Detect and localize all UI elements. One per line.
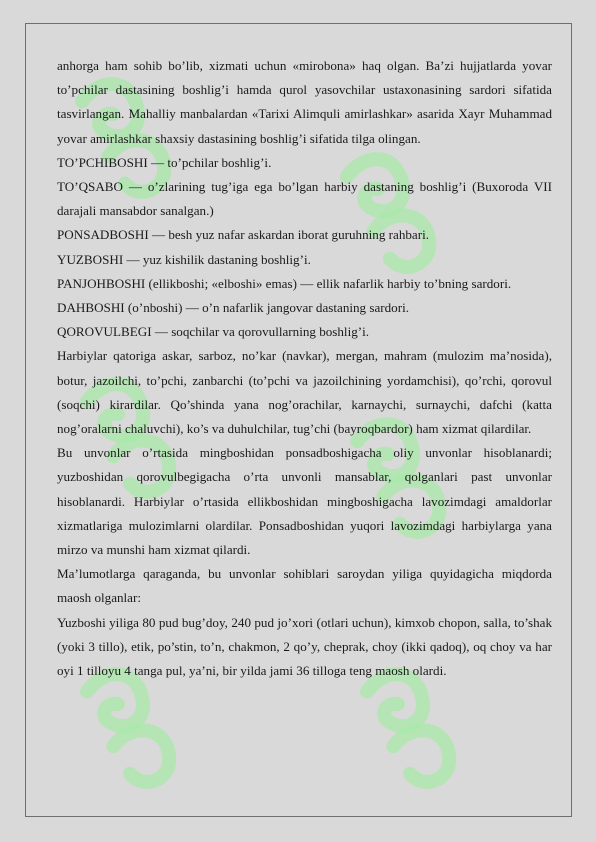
definition-line: PANJOHBOSHI (ellikboshi; «elboshi» emas) — ellik nafarlik harbiy to’bning sardori. bbox=[57, 275, 512, 291]
definition-line: PONSADBOSHI — besh yuz nafar askardan iborat guruhning rahbari. bbox=[57, 227, 430, 243]
paragraph: Ma’lumotlarga qaraganda, bu unvonlar sohiblari saroydan yiliga quyidagicha miqdorda maosh olganlar: bbox=[57, 566, 552, 606]
paragraph: anhorga ham sohib bo’lib, xizmati uchun «mirobona» haq olgan. Ba’zi hujjatlarda yovar to’pchilar dastasining boshlig’i hamda qurol yasovchilar ustaxonasining sardori sifatida tasvirlangan. Mahalliy manbalardan «Tarixi Alimquli amirlashkar» asarida Xayr Muhammad yovar amirlashkar shaxsiy dastasining boshlig’i sifatida tilga olingan. bbox=[57, 58, 552, 146]
definition-line: DAHBOSHI (o’nboshi) — o’n nafarlik jangovar dastaning sardori. bbox=[57, 300, 410, 316]
definition-line: TO’PCHIBOSHI — to’pchilar boshlig’i. bbox=[57, 154, 272, 170]
paragraph: Harbiylar qatoriga askar, sarboz, no’kar (navkar), mergan, mahram (mulozim ma’nosida), botur, jazoilchi, to’pchi, zanbarchi (to’pchi va jazoilchining yordamchisi), qo’rchi, qorovul (soqchi) kirardilar. Qo’shinda yana nog’orachilar, karnaychi, surnaychi, dafchi (katta nog’oralarni chaluvchi), ko’s va duhulchilar, tug’chi (bayroqbardor) ham xizmat qilardilar. bbox=[57, 348, 552, 437]
definition-line: TO’QSABO — o’zlarining tug’iga ega bo’lgan harbiy dastaning boshlig’i (Buxoroda VII darajali mansabdor sanalgan.) bbox=[57, 179, 552, 219]
document-body bbox=[57, 54, 552, 683]
definition-line: QOROVULBEGI — soqchilar va qorovullarning boshlig’i. bbox=[57, 324, 370, 340]
paragraph: Yuzboshi yiliga 80 pud bug’doy, 240 pud jo’xori (otlari uchun), kimxob chopon, salla, to’shak (yoki 3 tillo), etik, po’stin, to’n, chakmon, 2 qo’y, cheprak, choy (ikki qadoq), oq choy va har oyi 1 tilloyu 4 tanga pul, ya’ni, bir yilda jami 36 tilloga teng maosh olardi. bbox=[57, 614, 552, 679]
paragraph: Bu unvonlar o’rtasida mingboshidan ponsadboshigacha oliy unvonlar hisoblanardi; yuzboshidan qorovulbegigacha o’rta unvonli mansablar, qolganlari past unvonlar hisoblanardi. Harbiylar o’rtasida ellikboshidan mingboshigacha lavozimdagi amaldorlar xizmatlariga mulozimlarni olardilar. Ponsadboshidan yuqori lavozimdagi harbiylarga yana mirzo va munshi ham xizmat qilardi. bbox=[57, 445, 552, 558]
definition-line: YUZBOSHI — yuz kishilik dastaning boshlig’i. bbox=[57, 251, 311, 267]
